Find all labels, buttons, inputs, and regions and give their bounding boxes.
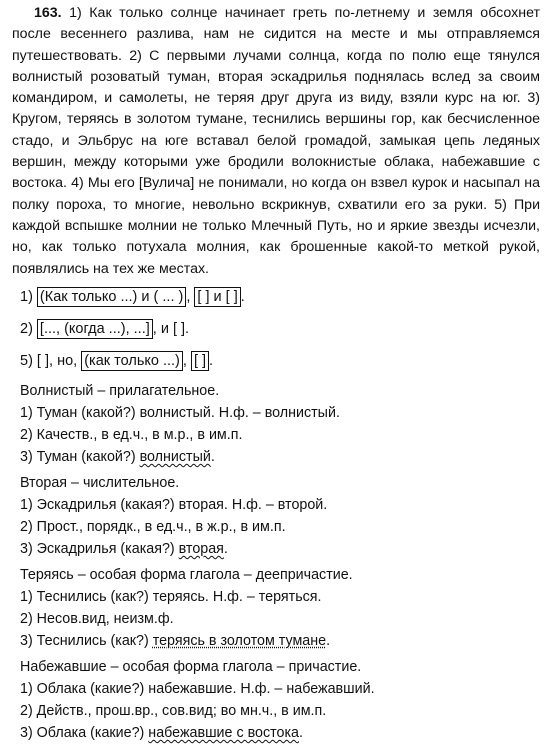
scheme-mid: , и [ ]. xyxy=(152,320,190,337)
analysis-line: 1) Облака (какие?) набежавшие. Н.ф. – набежавший. xyxy=(20,680,375,697)
analysis-line xyxy=(12,446,540,468)
analysis-line xyxy=(12,722,540,744)
underlined-word: вторая xyxy=(178,540,224,557)
scheme-mid: , xyxy=(186,288,195,305)
analysis-line-post: . xyxy=(210,448,215,465)
analysis-heading: Вторая – числительное. xyxy=(20,474,180,491)
analysis-line-pre: 3) Теснились (как?) xyxy=(20,632,153,649)
sentence-scheme-5 xyxy=(12,350,540,376)
analysis-line xyxy=(12,538,540,560)
analysis-line-pre: 3) Туман (какой?) xyxy=(20,448,140,465)
scheme-mid: , xyxy=(182,352,191,369)
exercise-paragraph xyxy=(12,3,540,280)
analysis-line: 2) Прост., порядк., в ед.ч., в ж.р., в им.п. xyxy=(20,518,286,535)
analysis-line: 1) Теснились (как?) теряясь. Н.ф. – теряться. xyxy=(20,588,322,605)
scheme-prefix: 5) [ ], но, xyxy=(20,352,82,369)
analysis-line: 2) Качеств., в ед.ч., в м.р., в им.п. xyxy=(20,426,243,443)
analysis-line: 2) Действ., прош.вр., сов.вид; во мн.ч., в им.п. xyxy=(20,702,327,719)
scheme-box: [ ] xyxy=(191,351,209,371)
sentence-scheme-2 xyxy=(12,318,540,344)
exercise-number: 163. xyxy=(34,5,62,21)
analysis-line-pre: 3) Облака (какие?) xyxy=(20,724,149,741)
scheme-prefix: 2) xyxy=(20,320,37,337)
exercise-text: 1) Как только солнце начинает греть по-летнему и земля обсохнет после весеннего разлива, нам не сидится на месте и мы отправляемся путешествовать. 2) С первыми лучами солнца, когда по полю еще тянулся волнистый розоватый туман, вторая эскадрилья поднялась вслед за своим командиром, и самолеты, не теряя друг друга из виду, взяли курс на юг. 3) Кругом, теряясь в золотом тумане, теснились вершины гор, как бесчисленное стадо, и Эльбрус на юге вставал белой громадой, замыкая цепь ледяных вершин, между которыми уже бродили волокнистые облака, набежавшие с востока. 4) Мы его [Вулича] не понимали, но когда он взвел курок и насыпал на полку пороха, то многие, невольно вскрикнув, схватили его за руки. 5) При каждой вспышке молнии не только Млечный Путь, но и яркие звезды исчезли, но, как только потухала молния, как брошенные какой-то меткой рукой, появлялись на тех же местах. xyxy=(12,5,540,277)
analysis-heading: Теряясь – особая форма глагола – деепричастие. xyxy=(20,566,353,583)
scheme-box: [ ] и [ ] xyxy=(194,287,240,307)
scheme-prefix: 1) xyxy=(20,288,37,305)
analysis-line: 1) Туман (какой?) волнистый. Н.ф. – волнистый. xyxy=(20,404,340,421)
scheme-box: (как только ...) xyxy=(81,351,183,371)
sentence-scheme-1 xyxy=(12,286,540,312)
analysis-line xyxy=(12,630,540,652)
analysis-line-post: . xyxy=(298,724,303,741)
page xyxy=(12,0,540,744)
analysis-line: 1) Эскадрилья (какая?) вторая. Н.ф. – второй. xyxy=(20,496,328,513)
scheme-suffix: . xyxy=(240,288,245,305)
underlined-phrase: набежавшие с востока xyxy=(148,724,299,741)
scheme-suffix: . xyxy=(209,352,214,369)
scheme-box: [..., (когда ...), ...] xyxy=(37,319,153,339)
analysis-line-pre: 3) Эскадрилья (какая?) xyxy=(20,540,179,557)
analysis-heading: Набежавшие – особая форма глагола – причастие. xyxy=(20,658,362,675)
morphological-analysis xyxy=(12,380,540,744)
analysis-heading: Волнистый – прилагательное. xyxy=(20,382,220,399)
analysis-line: 2) Несов.вид, неизм.ф. xyxy=(20,610,174,627)
underlined-word: волнистый xyxy=(139,448,211,465)
underlined-phrase: теряясь в золотом тумане xyxy=(152,632,327,649)
scheme-box: (Как только ...) и ( ... ) xyxy=(37,287,186,307)
analysis-line-post: . xyxy=(223,540,228,557)
analysis-line-post: . xyxy=(326,632,331,649)
